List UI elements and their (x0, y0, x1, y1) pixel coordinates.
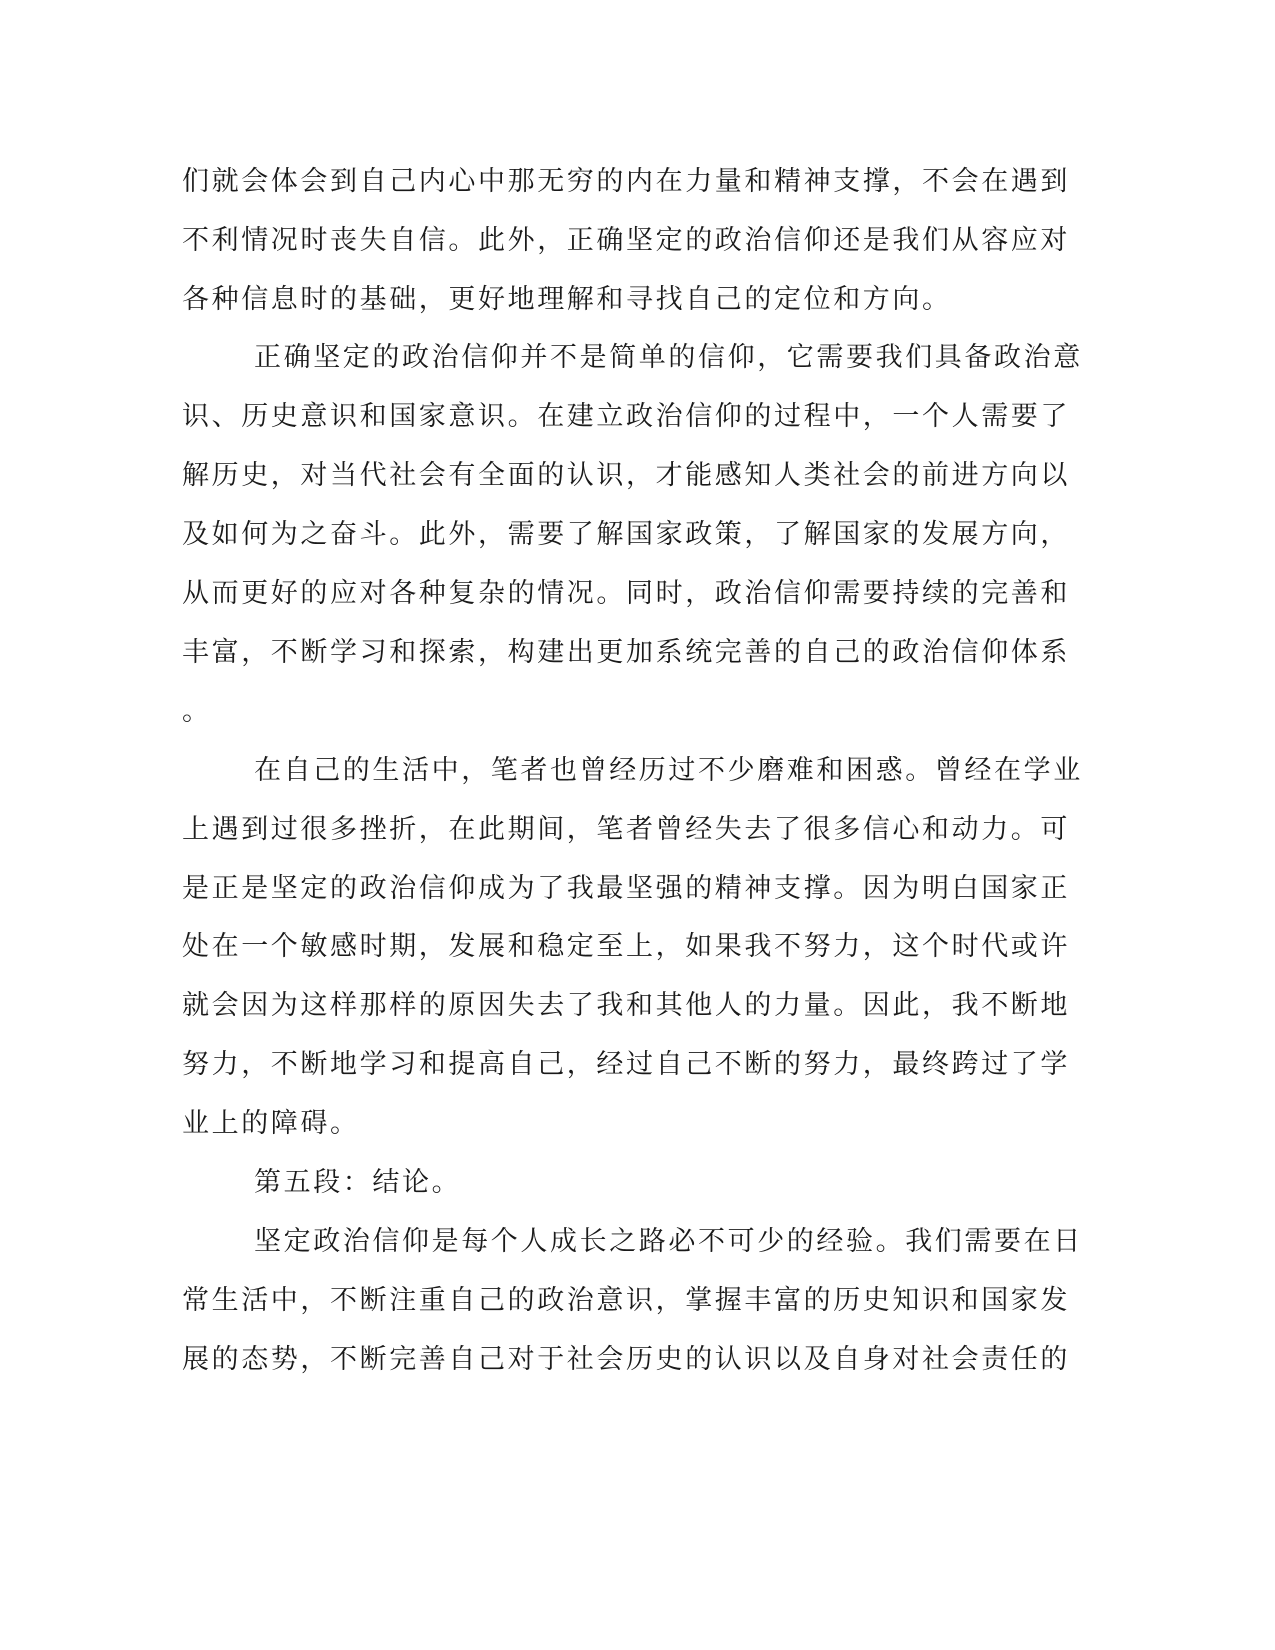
text-line: 就会因为这样那样的原因失去了我和其他人的力量。因此，我不断地 (182, 990, 1070, 1021)
text-line: 们就会体会到自己内心中那无穷的内在力量和精神支撑，不会在遇到 (182, 166, 1070, 197)
text-line: 努力，不断地学习和提高自己，经过自己不断的努力，最终跨过了学 (182, 1049, 1070, 1080)
paragraph-first-line: 正确坚定的政治信仰并不是简单的信仰，它需要我们具备政治意 (254, 342, 1083, 373)
text-line: 展的态势，不断完善自己对于社会历史的认识以及自身对社会责任的 (182, 1344, 1070, 1375)
text-line: 是正是坚定的政治信仰成为了我最坚强的精神支撑。因为明白国家正 (182, 873, 1070, 904)
paragraph-first-line: 在自己的生活中，笔者也曾经历过不少磨难和困惑。曾经在学业 (254, 755, 1083, 786)
text-line: 解历史，对当代社会有全面的认识，才能感知人类社会的前进方向以 (182, 460, 1070, 491)
text-line: 不利情况时丧失自信。此外，正确坚定的政治信仰还是我们从容应对 (182, 225, 1070, 256)
text-line: 丰富，不断学习和探索，构建出更加系统完善的自己的政治信仰体系 (182, 637, 1070, 668)
text-line: 识、历史意识和国家意识。在建立政治信仰的过程中，一个人需要了 (182, 401, 1070, 432)
text-line: 常生活中，不断注重自己的政治意识，掌握丰富的历史知识和国家发 (182, 1285, 1070, 1316)
paragraph-first-line: 坚定政治信仰是每个人成长之路必不可少的经验。我们需要在日 (254, 1226, 1083, 1257)
text-line: 业上的障碍。 (182, 1108, 360, 1139)
text-line: 及如何为之奋斗。此外，需要了解国家政策，了解国家的发展方向， (182, 519, 1070, 550)
text-line: 。 (182, 696, 212, 727)
text-line: 各种信息时的基础，更好地理解和寻找自己的定位和方向。 (182, 284, 952, 315)
text-line: 从而更好的应对各种复杂的情况。同时，政治信仰需要持续的完善和 (182, 578, 1070, 609)
section-heading: 第五段：结论。 (254, 1167, 462, 1198)
text-line: 上遇到过很多挫折，在此期间，笔者曾经失去了很多信心和动力。可 (182, 814, 1070, 845)
text-line: 处在一个敏感时期，发展和稳定至上，如果我不努力，这个时代或许 (182, 931, 1070, 962)
